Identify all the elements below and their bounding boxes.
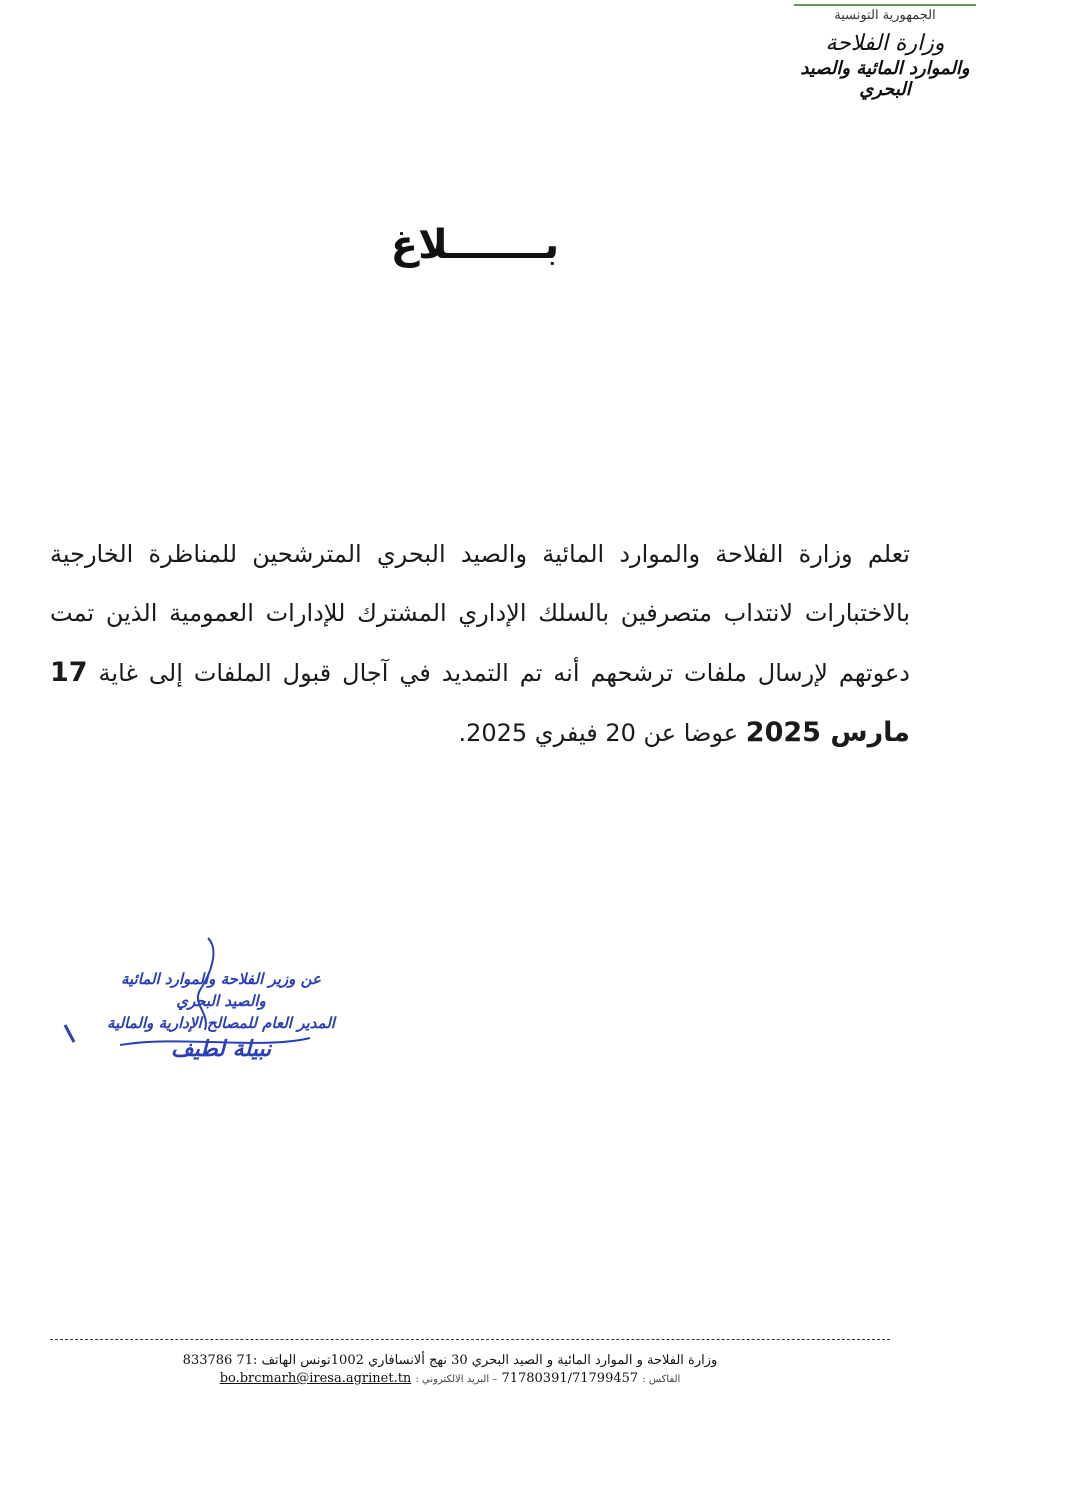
letterhead-rule [794,4,976,6]
footer-address: وزارة الفلاحة و الموارد المائية و الصيد البحري 30 نهج ألانسافاري 1002تونس الهاتف :71 833786 [182,1353,718,1368]
signature-line2: والصيد البحري [176,992,266,1010]
new-deadline: 17 مارس 2025 [50,657,910,748]
footer [120,1352,780,1389]
email-label: – البريد الالكتروني : [415,1374,498,1385]
signature-line1: عن وزير الفلاحة والموارد المائية [120,970,321,988]
signature-text [76,968,366,1060]
email-link[interactable]: bo.brcmarh@iresa.agrinet.tn [219,1371,412,1386]
footer-contact [120,1370,780,1389]
signature-block [60,930,370,1080]
announcement-text: تعلم وزارة الفلاحة والموارد المائية والصيد البحري المترشحين للمناظرة الخارجية بالاختبارات لانتداب متصرفين بالسلك الإداري المشترك للإدارات العمومية الذين تمت دعوتهم لإرسال ملفات ترشحهم أنه تم التمديد في آجال قبول الملفات إلى غاية [50,540,910,687]
old-deadline: 20 فيفري 2025. [458,719,636,747]
ministry-name-line2: والموارد المائية والصيد البحري [800,58,970,100]
country-name: الجمهورية التونسية [834,8,936,23]
letterhead [790,4,980,100]
signatory-name: نبيلة لطيف [170,1036,272,1062]
document-title: بـــــــلاغ [390,222,560,268]
signature-line3: المدير العام للمصالح الإدارية والمالية [107,1014,335,1032]
ministry-name-line1: وزارة الفلاحة [825,31,945,56]
connector-text: عوضا عن [643,719,739,747]
announcement-body [50,525,910,763]
footer-divider [50,1339,890,1340]
fax-label: الفاكس : [642,1374,681,1385]
fax-number: 71780391/71799457 [501,1371,639,1386]
